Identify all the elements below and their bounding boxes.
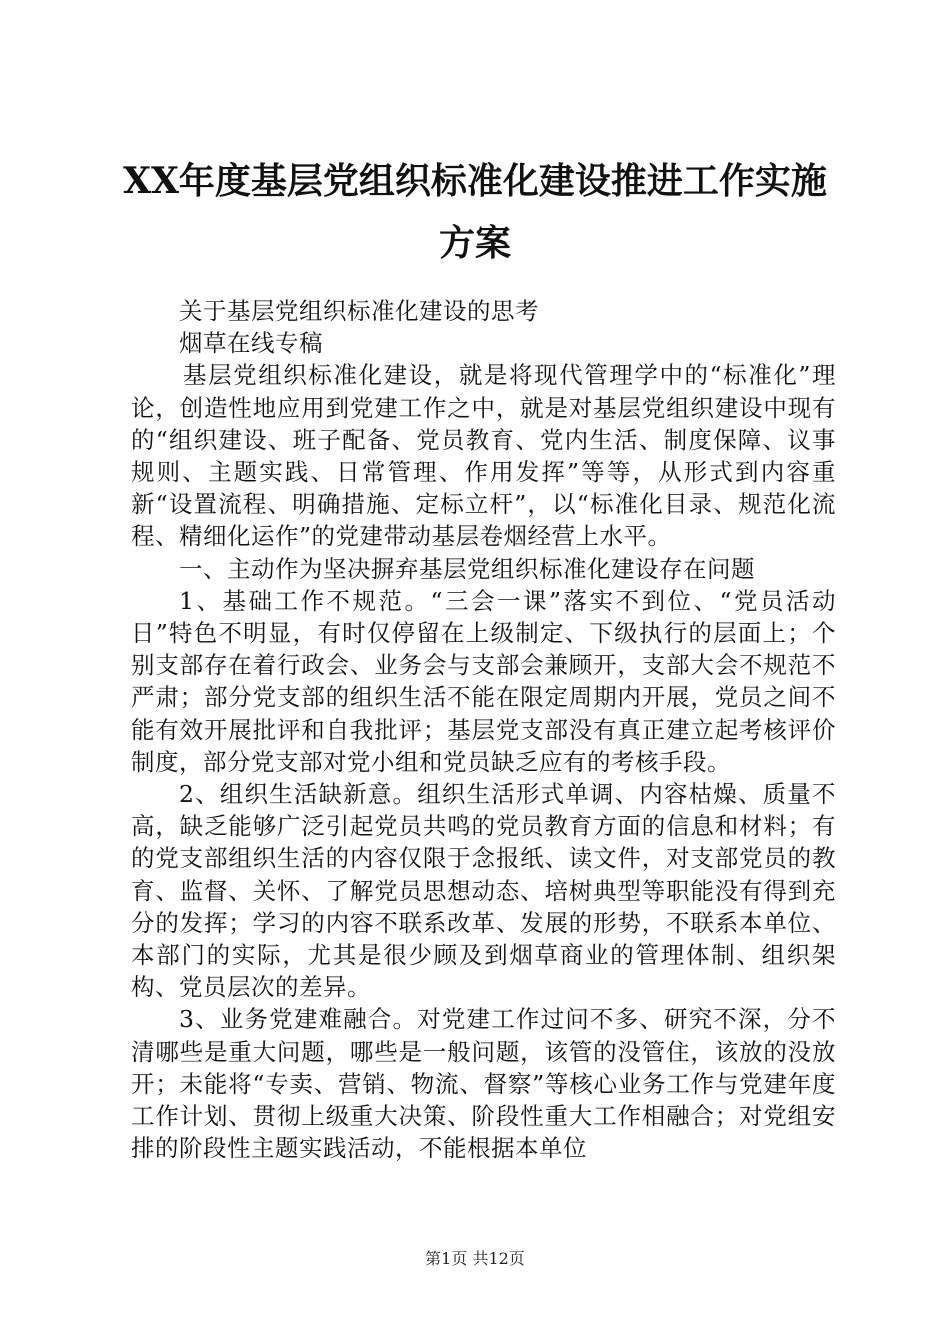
section-heading: 一、主动作为坚决摒弃基层党组织标准化建设存在问题 (179, 554, 755, 583)
body-paragraph: 3、业务党建难融合。对党建工作过问不多、研究不深，分不清哪些是重大问题，哪些是一般问题，该管的没管住，该放的没放开；未能将“专卖、营销、物流、督察”等核心业务工作与党建年度工作计划、贯彻上级重大决策、阶段性重大工作相融合；对党组安排的阶段性主题实践活动，不能根据本单位 (131, 1005, 836, 1163)
subtitle-paragraph: 关于基层党组织标准化建设的思考 (179, 297, 539, 325)
document-title: XX年度基层党组织标准化建设推进工作实施方案 (123, 160, 827, 264)
body-paragraph: 基层党组织标准化建设，就是将现代管理学中的“标准化”理论，创造性地应用到党建工作之中，就是对基层党组织建设中现有的“组织建设、班子配备、党员教育、党内生活、制度保障、议事规则、主题实践、日常管理、作用发挥”等等，从形式到内容重新“设置流程、明确措施、定标立杆”，以“标准化目录、规范化流程、精细化运作”的党建带动基层卷烟经营上水平。 (131, 361, 836, 551)
body-paragraph: 2、组织生活缺新意。组织生活形式单调、内容枯燥、质量不高，缺乏能够广泛引起党员共鸣的党员教育方面的信息和材料；有的党支部组织生活的内容仅限于念报纸、读文件，对支部党员的教育、监督、关怀、了解党员思想动态、培树典型等职能没有得到充分的发挥；学习的内容不联系改革、发展的形势，不联系本单位、本部门的实际，尤其是很少顾及到烟草商业的管理体制、组织架构、党员层次的差异。 (131, 780, 836, 1002)
document-body (131, 295, 836, 1164)
body-paragraph: 1、基础工作不规范。“三会一课”落实不到位、“党员活动日”特色不明显，有时仅停留在上级制定、下级执行的层面上；个别支部存在着行政会、业务会与支部会兼顾开，支部大会不规范不严肃；部分党支部的组织生活不能在限定周期内开展，党员之间不能有效开展批评和自我批评；基层党支部没有真正建立起考核评价制度，部分党支部对党小组和党员缺乏应有的考核手段。 (131, 586, 836, 776)
source-paragraph: 烟草在线专稿 (179, 329, 323, 358)
page-footer: 第1页 共12页 (425, 1249, 525, 1268)
